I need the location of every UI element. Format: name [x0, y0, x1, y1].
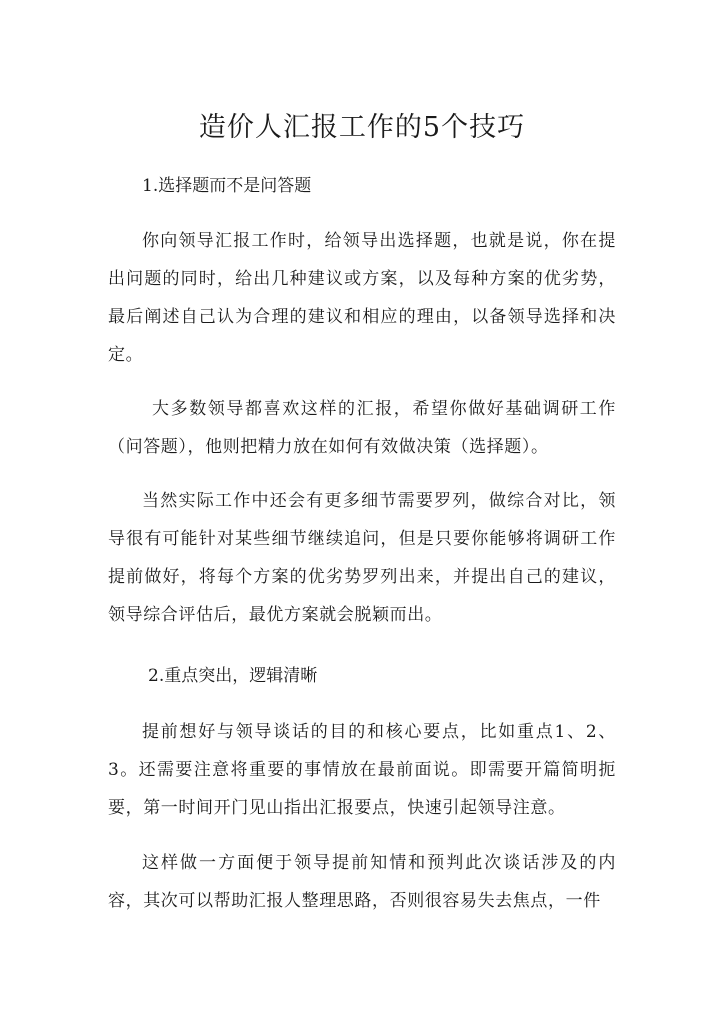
paragraph-1: 你向领导汇报工作时，给领导出选择题，也就是说，你在提出问题的同时，给出几种建议或方案，以及每种方案的优劣势，最后阐述自己认为合理的建议和相应的理由，以备领导选择和决定。 [108, 231, 616, 365]
paragraph-5: 这样做一方面便于领导提前知情和预判此次谈话涉及的内容，其次可以帮助汇报人整理思路，否则很容易失去焦点，一件 [108, 853, 616, 911]
section-heading-2: 2.重点突出，逻辑清晰 [148, 666, 318, 686]
section-heading-1: 1.选择题而不是问答题 [142, 176, 312, 196]
page-title: 造价人汇报工作的5个技巧 [198, 112, 526, 143]
paragraph-2: 大多数领导都喜欢这样的汇报，希望你做好基础调研工作（问答题），他则把精力放在如何有效做决策（选择题）。 [108, 399, 616, 457]
paragraph-3: 当然实际工作中还会有更多细节需要罗列，做综合对比，领导很有可能针对某些细节继续追问，但是只要你能够将调研工作提前做好，将每个方案的优劣势罗列出来，并提出自己的建议，领导综合评估后，最优方案就会脱颖而出。 [108, 491, 616, 625]
paragraph-4: 提前想好与领导谈话的目的和核心要点，比如重点1、2、3。还需要注意将重要的事情放在最前面说。即需要开篇简明扼要，第一时间开门见山指出汇报要点，快速引起领导注意。 [108, 722, 616, 818]
